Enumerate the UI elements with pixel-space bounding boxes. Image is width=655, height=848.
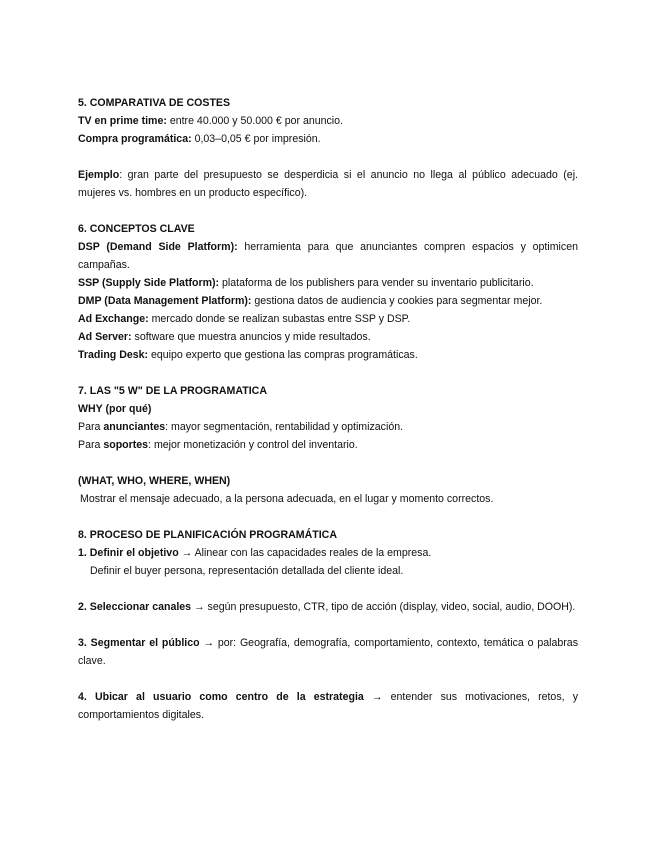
- concept-item-ssp: [78, 274, 578, 292]
- programmatic-cost-line: [78, 130, 578, 148]
- concept-term: Ad Exchange:: [78, 313, 149, 325]
- concept-item-ad-exchange: [78, 310, 578, 328]
- w-group-text: Mostrar el mensaje adecuado, a la persona adecuada, en el lugar y momento correctos.: [80, 493, 494, 505]
- w-group-subheading: (WHAT, WHO, WHERE, WHEN): [78, 475, 231, 487]
- why-advertisers-line: Para anunciantes: mayor segmentación, rentabilidad y optimización.: [78, 421, 404, 433]
- step-2-label: 2. Seleccionar canales: [78, 601, 192, 613]
- concept-item-dmp: [78, 292, 578, 310]
- step-3-label: 3. Segmentar el público: [78, 637, 200, 649]
- concept-desc: herramienta para que anunciantes compren espacios y optimicen campañas.: [78, 241, 578, 271]
- step-4-label: 4. Ubicar al usuario como centro de la estrategia: [78, 691, 364, 703]
- concept-item-trading-desk: [78, 346, 578, 364]
- concept-term: DMP (Data Management Platform):: [78, 295, 252, 307]
- step-1-line: [78, 544, 578, 562]
- concept-desc: equipo experto que gestiona las compras programáticas.: [148, 349, 418, 361]
- example-paragraph: [78, 166, 578, 202]
- section-6-heading: 6. CONCEPTOS CLAVE: [78, 223, 195, 235]
- programmatic-cost-text: 0,03–0,05 € por impresión.: [191, 133, 321, 145]
- example-label: Ejemplo: [78, 169, 120, 181]
- tv-cost-line: [78, 112, 578, 130]
- step-2-text: → según presupuesto, CTR, tipo de acción (display, video, social, audio, DOOH).: [191, 601, 576, 613]
- section-7-heading: 7. LAS "5 W" DE LA PROGRAMATICA: [78, 385, 267, 397]
- concept-term: Trading Desk:: [78, 349, 149, 361]
- step-3-text: → por: Geografía, demografía, comportamiento, contexto, temática o palabras clave.: [78, 637, 578, 667]
- concept-desc: mercado donde se realizan subastas entre SSP y DSP.: [148, 313, 411, 325]
- example-text: : gran parte del presupuesto se desperdicia si el anuncio no llega al público adecuado (ej. mujeres vs. hombres en un producto específico).: [78, 169, 578, 199]
- section-5-heading: 5. COMPARATIVA DE COSTES: [78, 97, 231, 109]
- step-4-paragraph: [78, 688, 578, 724]
- why-subheading: WHY (por qué): [78, 403, 152, 415]
- concept-desc: software que muestra anuncios y mide resultados.: [131, 331, 371, 343]
- section-8-heading: 8. PROCESO DE PLANIFICACIÓN PROGRAMÁTICA: [78, 529, 337, 541]
- concept-term: DSP (Demand Side Platform):: [78, 241, 238, 253]
- programmatic-cost-label: Compra programática:: [78, 133, 192, 145]
- concept-item-dsp: [78, 238, 578, 274]
- step-1-text: → Alinear con las capacidades reales de la empresa.: [178, 547, 432, 559]
- concept-term: SSP (Supply Side Platform):: [78, 277, 220, 289]
- tv-cost-label: TV en prime time:: [78, 115, 167, 127]
- step-1-subline: Definir el buyer persona, representación detallada del cliente ideal.: [90, 565, 404, 577]
- step-2-paragraph: [78, 598, 578, 616]
- step-3-paragraph: [78, 634, 578, 670]
- tv-cost-text: entre 40.000 y 50.000 € por anuncio.: [166, 115, 343, 127]
- concept-term: Ad Server:: [78, 331, 132, 343]
- concept-desc: plataforma de los publishers para vender su inventario publicitario.: [219, 277, 534, 289]
- step-4-text: → entender sus motivaciones, retos, y comportamientos digitales.: [78, 691, 578, 721]
- document-page: [78, 94, 578, 724]
- why-publishers-line: Para soportes: mejor monetización y control del inventario.: [78, 439, 358, 451]
- concept-desc: gestiona datos de audiencia y cookies para segmentar mejor.: [251, 295, 543, 307]
- step-1-label: 1. Definir el objetivo: [78, 547, 179, 559]
- concept-item-ad-server: [78, 328, 578, 346]
